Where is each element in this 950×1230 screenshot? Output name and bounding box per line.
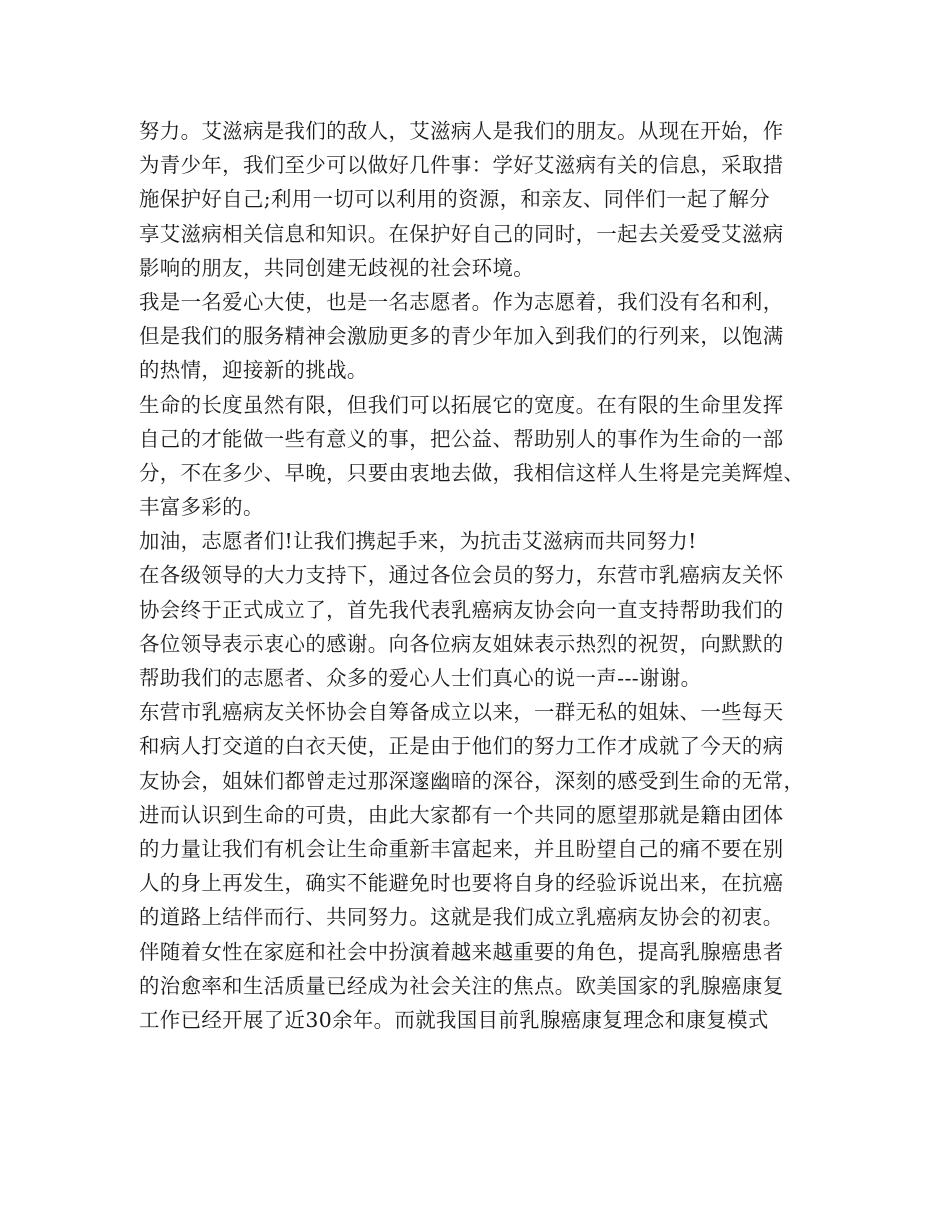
text-line: 的力量让我们有机会让生命重新丰富起来，并且盼望自己的痛不要在别 [139,836,784,861]
text-line: 在各级领导的大力支持下，通过各位会员的努力，东营市乳癌病友关怀 [139,563,784,588]
text-line: 努力。艾滋病是我们的敌人，艾滋病人是我们的朋友。从现在开始，作 [139,119,784,143]
text-line: 协会终于正式成立了，首先我代表乳癌病友协会向一直支持帮助我们的 [139,597,784,622]
text-line: 的道路上结伴而行、共同努力。这就是我们成立乳癌病友协会的初衷。 [139,905,784,930]
text-line: 和病人打交道的白衣天使，正是由于他们的努力工作才成就了今天的病 [139,734,784,759]
text-line: 东营市乳癌病友关怀协会自筹备成立以来，一群无私的姐妹、一些每天 [139,700,784,725]
text-line: 为青少年，我们至少可以做好几件事：学好艾滋病有关的信息，采取措 [139,153,784,178]
text-line: 我是一名爱心大使，也是一名志愿者。作为志愿着，我们没有名和利， [139,289,784,314]
text-line: 施保护好自己;利用一切可以利用的资源，和亲友、同伴们一起了解分 [139,187,770,212]
text-line: 的热情，迎接新的挑战。 [139,358,368,383]
text-line: 生命的长度虽然有限，但我们可以拓展它的宽度。在有限的生命里发挥 [139,392,784,417]
text-line: 享艾滋病相关信息和知识。在保护好自己的同时，一起去关爱受艾滋病 [139,221,784,246]
text-line: 但是我们的服务精神会激励更多的青少年加入到我们的行列来，以饱满 [139,324,784,349]
text-line: 丰富多彩的。 [139,495,264,520]
text-line: 各位领导表示衷心的感谢。向各位病友姐妹表示热烈的祝贺，向默默的 [139,631,784,656]
text-line: 友协会，姐妹们都曾走过那深邃幽暗的深谷，深刻的感受到生命的无常， [139,768,805,793]
text-line: 帮助我们的志愿者、众多的爱心人士们真心的说一声---谢谢。 [139,666,702,690]
document-body [139,114,829,1037]
text-line: 影响的朋友，共同创建无歧视的社会环境。 [139,255,535,280]
text-line: 伴随着女性在家庭和社会中扮演着越来越重要的角色，提高乳腺癌患者 [139,939,784,964]
text-line: 自己的才能做一些有意义的事，把公益、帮助别人的事作为生命的一部 [139,426,784,451]
text-line: 进而认识到生命的可贵，由此大家都有一个共同的愿望那就是籍由团体 [139,802,784,827]
text-line: 工作已经开展了近30余年。而就我国目前乳腺癌康复理念和康复模式 [139,1007,769,1032]
text-line: 分，不在多少、早晚，只要由衷地去做，我相信这样人生将是完美辉煌、 [139,460,805,485]
text-line: 的治愈率和生活质量已经成为社会关注的焦点。欧美国家的乳腺癌康复 [139,973,784,998]
text-line: 加油，志愿者们!让我们携起手来，为抗击艾滋病而共同努力! [139,529,697,554]
text-line: 人的身上再发生，确实不能避免时也要将自身的经验诉说出来，在抗癌 [139,871,784,896]
